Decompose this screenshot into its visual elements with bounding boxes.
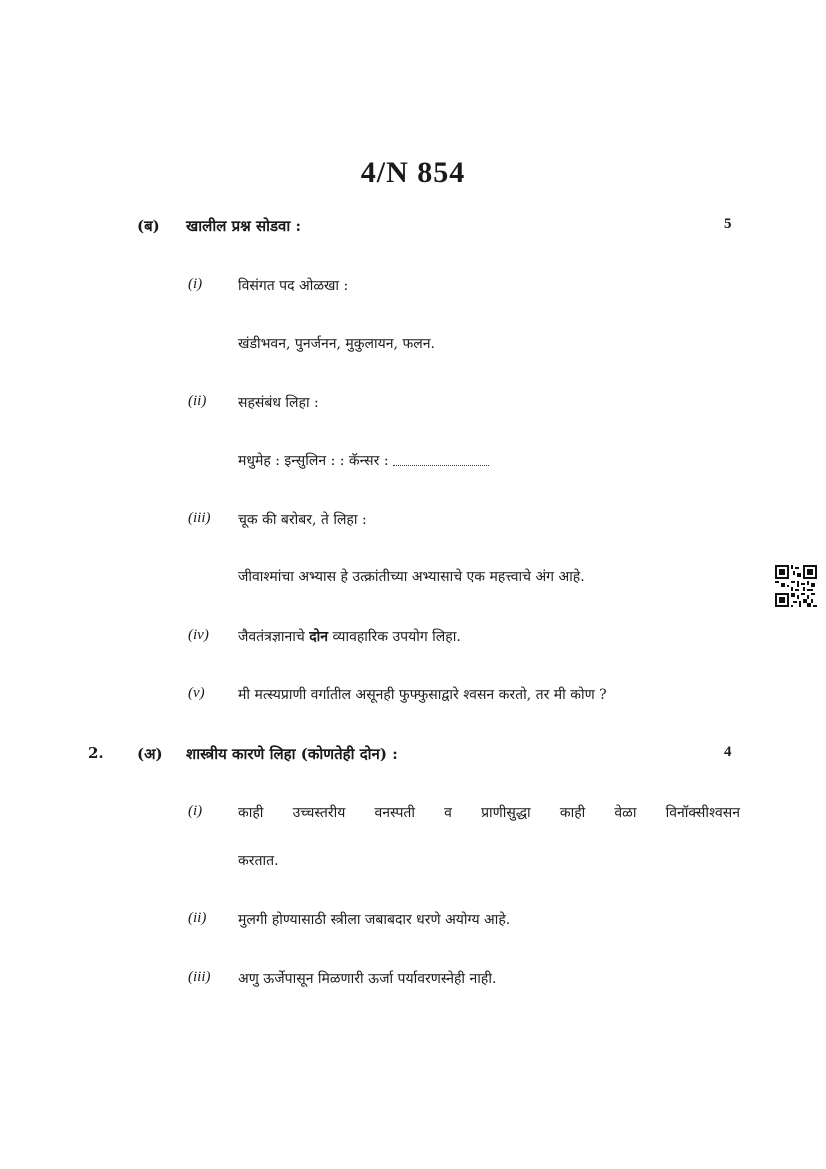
part-b-marks: 5 bbox=[724, 216, 732, 232]
item-number: (i) bbox=[188, 276, 203, 292]
item-answer-line: खंडीभवन, पुनर्जनन, मुकुलायन, फलन. bbox=[238, 336, 435, 352]
q2-marks: 4 bbox=[724, 744, 732, 760]
item-number: (ii) bbox=[188, 393, 207, 409]
item-number: (iv) bbox=[188, 627, 209, 643]
item-question-continued: करतात. bbox=[238, 853, 279, 869]
item-number: (iii) bbox=[188, 969, 211, 985]
qr-code-icon bbox=[775, 565, 817, 607]
part-b-heading: खालील प्रश्न सोडवा : bbox=[186, 217, 301, 235]
question-text: जैवतंत्रज्ञानाचे bbox=[238, 629, 305, 645]
item-number: (v) bbox=[188, 685, 205, 701]
item-question: मुलगी होण्यासाठी स्त्रीला जबाबदार धरणे अयोग्य आहे. bbox=[238, 912, 511, 928]
item-question bbox=[238, 627, 461, 646]
item-question: सहसंबंध लिहा : bbox=[238, 395, 319, 411]
item-question: मी मत्स्यप्राणी वर्गातील असूनही फुफ्फुसाद्वारे श्वसन करतो, तर मी कोण ? bbox=[238, 687, 607, 703]
analogy-text: मधुमेह : इन्सुलिन : : कॅन्सर : bbox=[238, 453, 389, 469]
answer-blank bbox=[393, 457, 489, 466]
item-answer-line: जीवाश्मांचा अभ्यास हे उत्क्रांतीच्या अभ्यासाचे एक महत्त्वाचे अंग आहे. bbox=[238, 569, 585, 585]
item-question: काही उच्चस्तरीय वनस्पती व प्राणीसुद्धा काही वेळा विनॉक्सीश्वसन bbox=[238, 805, 740, 821]
item-number: (i) bbox=[188, 803, 203, 819]
question-text: व्यावहारिक उपयोग लिहा. bbox=[332, 629, 461, 645]
q2-heading: शास्त्रीय कारणे लिहा (कोणतेही दोन) : bbox=[186, 745, 398, 763]
part-b-label: (ब) bbox=[137, 217, 160, 235]
item-number: (iii) bbox=[188, 510, 211, 526]
item-number: (ii) bbox=[188, 910, 207, 926]
q2-part-label: (अ) bbox=[137, 745, 163, 763]
item-question: चूक की बरोबर, ते लिहा : bbox=[238, 512, 367, 528]
question-number: 2. bbox=[88, 744, 104, 762]
question-emphasis: दोन bbox=[309, 629, 329, 645]
item-question: विसंगत पद ओळखा : bbox=[238, 278, 349, 294]
item-question: अणु ऊर्जेपासून मिळणारी ऊर्जा पर्यावरणस्नेही नाही. bbox=[238, 971, 497, 987]
page-title: 4/N 854 bbox=[360, 156, 466, 189]
item-answer-line bbox=[238, 451, 489, 470]
